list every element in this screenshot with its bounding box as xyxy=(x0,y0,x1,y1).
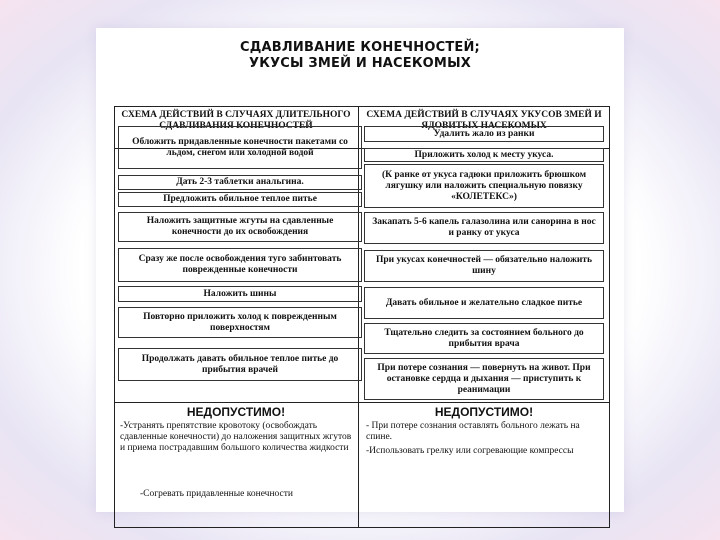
right-step-5: При укусах конечностей — обязательно наложить шину xyxy=(364,250,604,282)
left-forbidden-item-1: -Устранять препятствие кровотоку (освобождать сдавленные конечности) до наложения защитных жгутов и приема пострадавшим большого количества жидкости xyxy=(120,421,352,453)
left-step-1: Обложить придавленные конечности пакетами со льдом, снегом или холодной водой xyxy=(118,126,362,169)
left-step-4: Наложить защитные жгуты на сдавленные конечности до их освобождения xyxy=(118,212,362,242)
right-forbidden-item-2: -Использовать грелку или согревающие компрессы xyxy=(366,446,574,456)
right-column-header: СХЕМА ДЕЙСТВИЙ В СЛУЧАЯХ УКУСОВ ЗМЕЙ И ЯДОВИТЫХ НАСЕКОМЫХ xyxy=(366,110,602,131)
right-step-3: (К ранке от укуса гадюки приложить брюшком лягушку или наложить специальную повязку «КОЛЕТЕКС») xyxy=(364,164,604,208)
right-step-8: При потере сознания — повернуть на живот. При остановке сердца и дыхания — приступить к реанимации xyxy=(364,358,604,400)
right-forbidden-item-1: - При потере сознания оставлять больного лежать на спине. xyxy=(366,421,580,442)
right-step-6: Давать обильное и желательно сладкое питье xyxy=(364,287,604,319)
left-forbidden-item-2: -Согревать придавленные конечности xyxy=(140,489,293,499)
right-forbidden-title: НЕДОПУСТИМО! xyxy=(434,405,534,419)
left-step-6: Наложить шины xyxy=(118,286,362,302)
right-step-2: Приложить холод к месту укуса. xyxy=(364,148,604,162)
right-step-1: Удалить жало из ранки xyxy=(364,126,604,142)
forbidden-divider xyxy=(114,402,610,403)
left-step-5: Сразу же после освобождения туго забинтовать поврежденные конечности xyxy=(118,248,362,282)
document-title-line2: УКУСЫ ЗМЕЙ И НАСЕКОМЫХ xyxy=(249,56,471,71)
left-step-2: Дать 2-3 таблетки анальгина. xyxy=(118,175,362,190)
left-step-7: Повторно приложить холод к поврежденным поверхностям xyxy=(118,307,362,338)
left-forbidden-title: НЕДОПУСТИМО! xyxy=(186,405,286,419)
right-step-7: Тщательно следить за состоянием больного до прибытия врача xyxy=(364,323,604,354)
left-step-3: Предложить обильное теплое питье xyxy=(118,192,362,207)
right-step-4: Закапать 5-6 капель галазолина или санорина в нос и ранку от укуса xyxy=(364,212,604,244)
left-step-8: Продолжать давать обильное теплое питье до прибытия врачей xyxy=(118,348,362,381)
document-slide xyxy=(96,28,624,512)
left-column-header: СХЕМА ДЕЙСТВИЙ В СЛУЧАЯХ ДЛИТЕЛЬНОГО СДАВЛИВАНИЯ КОНЕЧНОСТЕЙ xyxy=(121,110,351,131)
document-title-line1: СДАВЛИВАНИЕ КОНЕЧНОСТЕЙ; xyxy=(240,40,480,55)
